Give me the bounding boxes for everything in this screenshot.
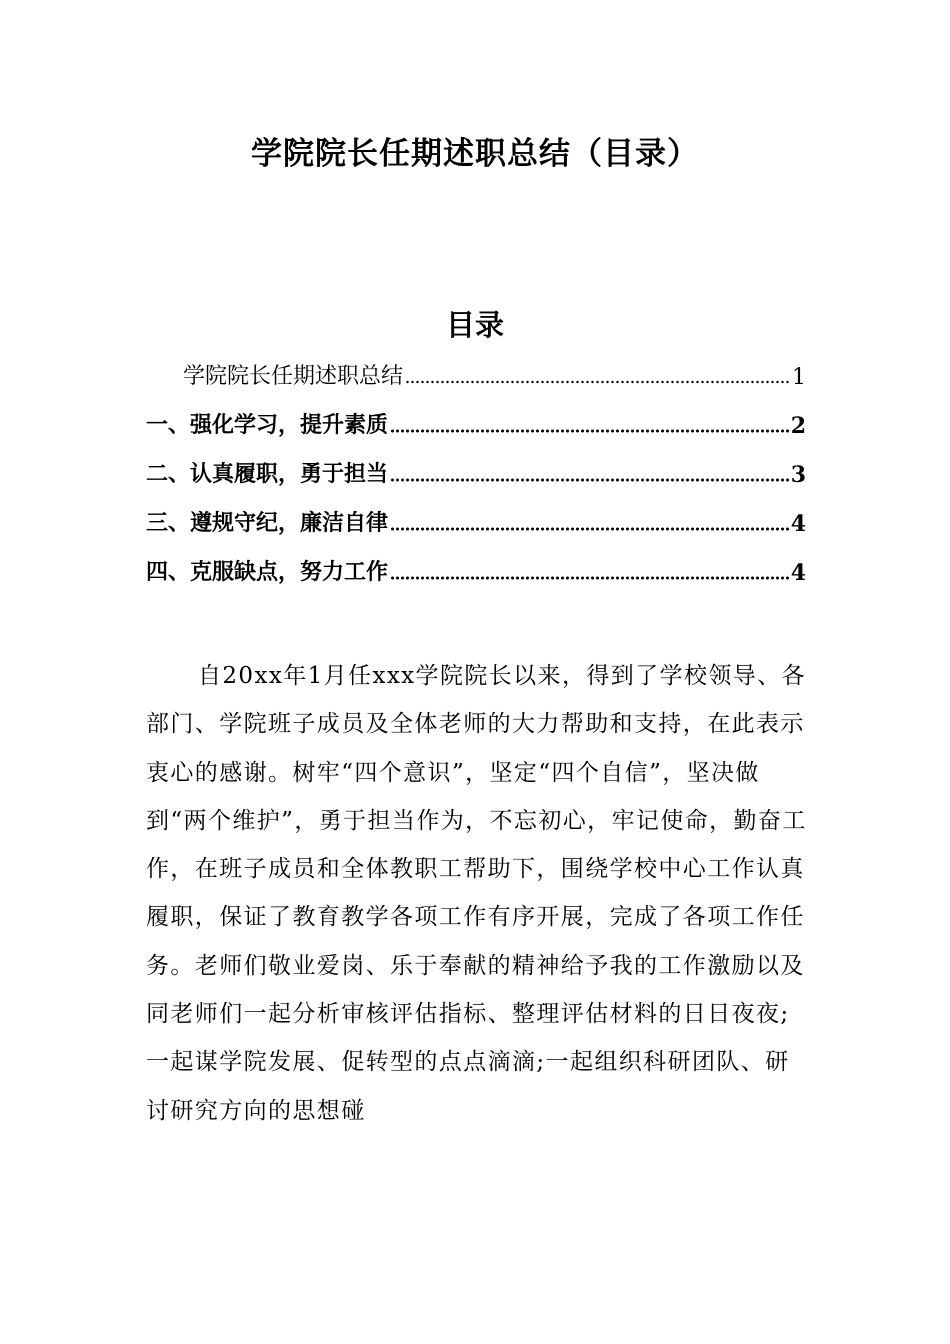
toc-dot-leader [405, 379, 790, 385]
body-paragraph: 自20xx年1月任xxx学院院长以来，得到了学校领导、各部门、学院班子成员及全体老师的大力帮助和支持，在此表示衷心的感谢。树牢“四个意识”，坚定“四个自信”，坚决做到“两个维护”，勇于担当作为，不忘初心，牢记使命，勤奋工作，在班子成员和全体教职工帮助下，围绕学校中心工作认真履职，保证了教育教学各项工作有序开展，完成了各项工作任务。老师们敬业爱岗、乐于奉献的精神给予我的工作激励以及同老师们一起分析审核评估指标、整理评估材料的日日夜夜;一起谋学院发展、促转型的点点滴滴;一起组织科研团队、研讨研究方向的思想碰 [146, 663, 807, 1124]
toc-page-number: 2 [790, 413, 806, 439]
toc-page-number: 4 [790, 560, 806, 586]
toc-page-number: 1 [792, 365, 806, 390]
toc-entry[interactable] [146, 356, 806, 390]
toc-page-number: 4 [790, 511, 806, 537]
toc-dot-leader [390, 428, 789, 434]
toc-entry[interactable] [146, 405, 806, 439]
toc-dot-leader [390, 477, 789, 483]
toc-entry-text: 学院院长任期述职总结 [183, 364, 404, 389]
toc-entry[interactable] [146, 552, 806, 586]
document-title: 学院院长任期述职总结（目录） [251, 136, 699, 172]
toc-entry-text: 一、强化学习，提升素质 [146, 412, 389, 438]
toc-heading: 目录 [445, 308, 504, 342]
toc-entry-text: 二、认真履职，勇于担当 [146, 461, 389, 487]
toc-dot-leader [390, 526, 789, 532]
toc-dot-leader [390, 575, 789, 581]
toc-entry-text: 四、克服缺点，努力工作 [146, 559, 389, 585]
toc-page-number: 3 [790, 462, 806, 488]
toc-entry[interactable] [146, 503, 806, 537]
toc-entry-text: 三、遵规守纪，廉洁自律 [146, 510, 389, 536]
toc-entry[interactable] [146, 454, 806, 488]
